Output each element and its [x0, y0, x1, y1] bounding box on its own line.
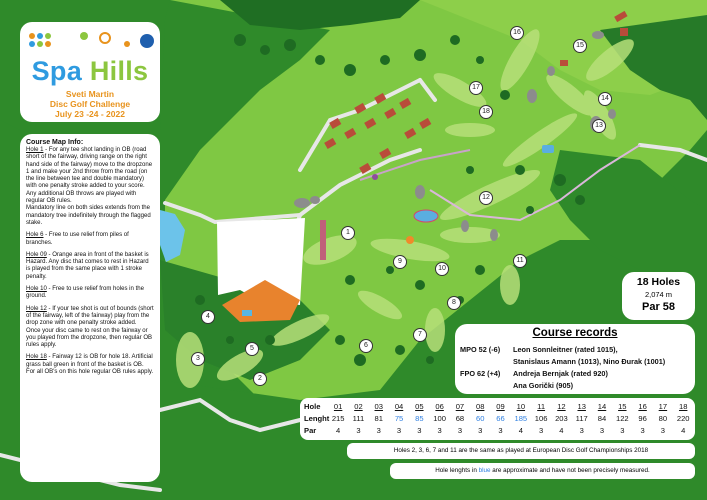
hole-cell-16: 16 [638, 402, 647, 411]
hole-marker-8: 8 [447, 296, 461, 310]
course-par: Par 58 [641, 301, 676, 313]
hole-marker-5: 5 [245, 342, 259, 356]
par-cell-14: 3 [599, 426, 605, 435]
par-cell-6: 3 [437, 426, 442, 435]
logo-subtitle-event: Disc Golf Challenge [49, 99, 131, 109]
hole-marker-9: 9 [393, 255, 407, 269]
par-cell-10: 4 [518, 426, 523, 435]
par-cell-13: 3 [579, 426, 584, 435]
hole-marker-13: 13 [592, 119, 606, 133]
hole-cell-8: 08 [476, 402, 485, 411]
logo-panel [20, 22, 160, 122]
info-hole-1-ob: Any additional OB throws are played with regular OB rules. [26, 190, 137, 205]
length-label: Lenght [304, 414, 330, 423]
scorecard-row-hole [304, 401, 693, 413]
hole-cell-3: 03 [374, 402, 383, 411]
mpo-label: MPO 52 (-6) [460, 345, 501, 354]
hole-cell-15: 15 [618, 402, 627, 411]
mpo-record-line1: Leon Sonnleitner (rated 1015), [513, 345, 618, 354]
info-hole-6: Hole 6 - Free to use relief from piles of branches. [26, 232, 129, 246]
length-cell-17: 80 [658, 414, 668, 423]
par-cell-12: 4 [559, 426, 564, 435]
edgc-note: Holes 2, 3, 6, 7 and 11 are the same as played at European Disc Golf Championships 2018 [347, 443, 695, 459]
course-summary-panel [622, 272, 695, 320]
holes-count: 18 Holes [636, 276, 681, 288]
par-label: Par [304, 426, 317, 435]
length-cell-14: 84 [597, 414, 607, 423]
hole-cell-6: 06 [435, 402, 444, 411]
par-cell-3: 3 [376, 426, 381, 435]
mpo-record-line2: Stanislaus Amann (1013), Nino Đurak (1001) [513, 357, 666, 366]
hole-marker-6: 6 [359, 339, 373, 353]
hole-marker-17: 17 [469, 81, 483, 95]
par-cell-2: 3 [356, 426, 361, 435]
hole-marker-10: 10 [435, 262, 449, 276]
info-hole-12-ob: Once your disc came to rest on the fairway or you played from the dropzone, then regular OB rules apply. [26, 327, 153, 349]
logo-title: Spa Hills [31, 56, 149, 86]
hole-cell-4: 04 [394, 402, 404, 411]
hole-cell-9: 09 [496, 402, 505, 411]
hole-cell-10: 10 [516, 402, 526, 411]
scorecard-table [300, 398, 695, 440]
par-cell-4: 3 [396, 426, 402, 435]
length-cell-15: 122 [615, 414, 629, 423]
hole-cell-12: 12 [557, 402, 566, 411]
par-cell-11: 3 [539, 426, 544, 435]
info-hole-10: Hole 10 - Free to use relief from holes in the ground. [26, 286, 144, 300]
records-title: Course records [532, 327, 618, 339]
length-cell-9: 66 [496, 414, 505, 423]
hole-marker-4: 4 [201, 310, 215, 324]
hole-marker-1: 1 [341, 226, 355, 240]
length-cell-6: 100 [433, 414, 446, 423]
length-cell-7: 68 [455, 414, 465, 423]
hole-marker-14: 14 [598, 92, 612, 106]
length-cell-18: 220 [676, 414, 690, 423]
scorecard-row-length [304, 413, 693, 425]
par-cell-9: 3 [498, 426, 503, 435]
info-hole-18: Hole 18 - Fairway 12 is OB for hole 18. Artificial grass ball green in front of the basket is OB. For all OB's on this hole regular OB rules apply. [26, 354, 154, 376]
length-cell-2: 111 [352, 414, 365, 423]
hole-cell-18: 18 [678, 402, 688, 411]
length-cell-8: 60 [476, 414, 485, 423]
hole-marker-18: 18 [479, 105, 493, 119]
course-records-panel [455, 324, 695, 394]
logo-mark [20, 22, 160, 56]
hole-cell-13: 13 [577, 402, 586, 411]
par-cell-7: 3 [457, 426, 463, 435]
hole-cell-2: 02 [354, 402, 363, 411]
hole-label: Hole [304, 402, 321, 411]
info-hole-12: Hole 12 - If your tee shot is out of bounds (short of the fairway, left of the fairway) play from the drop zone with one penalty stroke added. [26, 305, 154, 327]
par-cell-1: 4 [336, 426, 341, 435]
hole-marker-3: 3 [191, 352, 205, 366]
length-cell-4: 75 [394, 414, 404, 423]
length-cell-12: 203 [555, 414, 568, 423]
hole-cell-17: 17 [658, 402, 668, 411]
length-cell-11: 106 [534, 414, 548, 423]
fpo-record-line1: Andreja Bernjak (rated 920) [513, 369, 608, 378]
par-cell-17: 3 [660, 426, 666, 435]
par-cell-18: 4 [681, 426, 686, 435]
approx-length-note: Hole lenghts in blue are approximate and have not been precisely measured. [390, 463, 695, 479]
scorecard-row-par [304, 425, 693, 437]
hole-cell-5: 05 [415, 402, 424, 411]
length-cell-16: 96 [638, 414, 647, 423]
hole-cell-7: 07 [455, 402, 465, 411]
length-cell-13: 117 [575, 414, 588, 423]
info-hole-1: Hole 1 - For any tee shot landing in OB (road short of the fairway, driving range on the right hand side of the fairway) move to the dropzone 1 and make your 2nd throw from the road (on the line between tee and double mandatory) with one penalty stroke added to your score. [26, 147, 153, 190]
info-title: Course Map Info: [26, 139, 84, 146]
info-hole-1-mandatory: Mandatory line on both sides extends from the mandatory tree indefinitely through the flagged stake. [26, 205, 151, 226]
hole-marker-2: 2 [253, 372, 267, 386]
logo-subtitle-date: July 23 -24 - 2022 [55, 109, 125, 119]
info-hole-9: Hole 09 - Orange area in front of the basket is Hazard. Any disc that comes to rest in Hazard is played from the same place with 1 stroke penalty. [26, 251, 149, 280]
length-cell-5: 85 [415, 414, 424, 423]
fpo-label: FPO 62 (+4) [460, 369, 501, 378]
logo-subtitle-location: Sveti Martin [65, 89, 115, 99]
fpo-record-line2: Ana Gorički (905) [513, 381, 574, 390]
par-cell-16: 3 [640, 426, 645, 435]
hole-marker-7: 7 [413, 328, 427, 342]
course-length: 2,074 m [644, 290, 673, 299]
par-cell-5: 3 [417, 426, 422, 435]
length-cell-10: 185 [514, 414, 528, 423]
hole-marker-12: 12 [479, 191, 493, 205]
hole-marker-11: 11 [513, 254, 527, 268]
hole-cell-11: 11 [537, 402, 546, 411]
par-cell-15: 3 [620, 426, 625, 435]
hole-cell-1: 01 [333, 402, 343, 411]
hole-cell-14: 14 [597, 402, 607, 411]
length-cell-3: 81 [374, 414, 383, 423]
hole-marker-16: 16 [510, 26, 524, 40]
hole-marker-15: 15 [573, 39, 587, 53]
par-cell-8: 3 [478, 426, 483, 435]
course-info-panel [20, 134, 160, 482]
length-cell-1: 215 [331, 414, 345, 423]
